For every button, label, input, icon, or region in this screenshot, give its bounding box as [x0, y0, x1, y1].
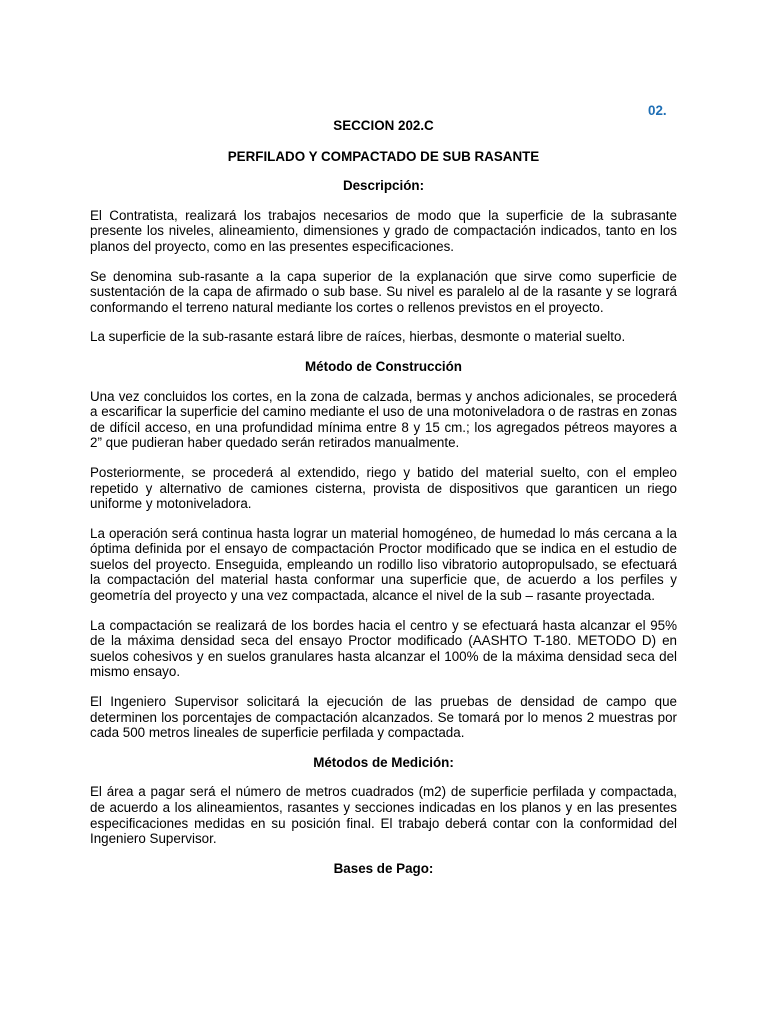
construccion-paragraph-3: La operación será continua hasta lograr un material homogéneo, de humedad lo más cercana a la óptima definida por el ensayo de compactación Proctor modificado que se indica en el estudio de suelos del proyecto. Enseguida, empleando un rodillo liso vibratorio autopropulsado, se efectuará la compactación del material hasta conformar una superficie que, de acuerdo a los perfiles y geometría del proyecto y una vez compactada, alcance el nivel de la sub – rasante proyectada.: [90, 525, 677, 604]
medicion-paragraph-1: El área a pagar será el número de metros cuadrados (m2) de superficie perfilada y compactada, de acuerdo a los alineamientos, rasantes y secciones indicadas en los planos y en las presentes especificaciones medidas en su posición final. El trabajo deberá contar con la conformidad del Ingeniero Supervisor.: [90, 784, 677, 847]
document-page: [90, 0, 677, 876]
construccion-paragraph-5: El Ingeniero Supervisor solicitará la ejecución de las pruebas de densidad de campo que determinen los porcentajes de compactación alcanzados. Se tomará por lo menos 2 muestras por cada 500 metros lineales de superficie perfilada y compactada.: [90, 694, 677, 741]
metodos-medicion-heading: Métodos de Medición:: [313, 754, 454, 770]
bases-pago-heading: Bases de Pago:: [333, 860, 434, 876]
construccion-paragraph-2: Posteriormente, se procederá al extendido, riego y batido del material suelto, con el empleo repetido y alternativo de camiones cisterna, provista de dispositivos que garanticen un riego uniforme y motoniveladora.: [90, 464, 677, 512]
metodo-construccion-heading: Método de Construcción: [305, 358, 462, 374]
page-number: 02.: [648, 103, 667, 118]
descripcion-paragraph-1: El Contratista, realizará los trabajos necesarios de modo que la superficie de la subrasante presente los niveles, alineamiento, dimensiones y grado de compactación indicados, tanto en los planos del proyecto, como en las presentes especificaciones.: [90, 207, 677, 254]
construccion-paragraph-1: Una vez concluidos los cortes, en la zona de calzada, bermas y anchos adicionales, se procederá a escarificar la superficie del camino mediante el uso de una motoniveladora o de rastras en zonas de difícil acceso, en una profundidad mínima entre 8 y 15 cm.; los agregados pétreos mayores a 2” que pudieran haber quedado serán retirados manualmente.: [90, 388, 677, 451]
descripcion-paragraph-2: Se denomina sub-rasante a la capa superior de la explanación que sirve como superficie de sustentación de la capa de afirmado o sub base. Su nivel es paralelo al de la rasante y se logrará conformando el terreno natural mediante los cortes o rellenos previstos en el proyecto.: [90, 268, 677, 315]
section-code: SECCION 202.C: [333, 118, 434, 133]
construccion-paragraph-4: La compactación se realizará de los bordes hacia el centro y se efectuará hasta alcanzar el 95% de la máxima densidad seca del ensayo Proctor modificado (AASHTO T-180. METODO D) en suelos cohesivos y en suelos granulares hasta alcanzar el 100% de la máxima densidad seca del mismo ensayo.: [90, 617, 677, 680]
descripcion-heading: Descripción:: [342, 178, 425, 194]
section-title: PERFILADO Y COMPACTADO DE SUB RASANTE: [227, 148, 540, 164]
descripcion-paragraph-3: La superficie de la sub-rasante estará libre de raíces, hierbas, desmonte o material suelto.: [90, 329, 626, 345]
